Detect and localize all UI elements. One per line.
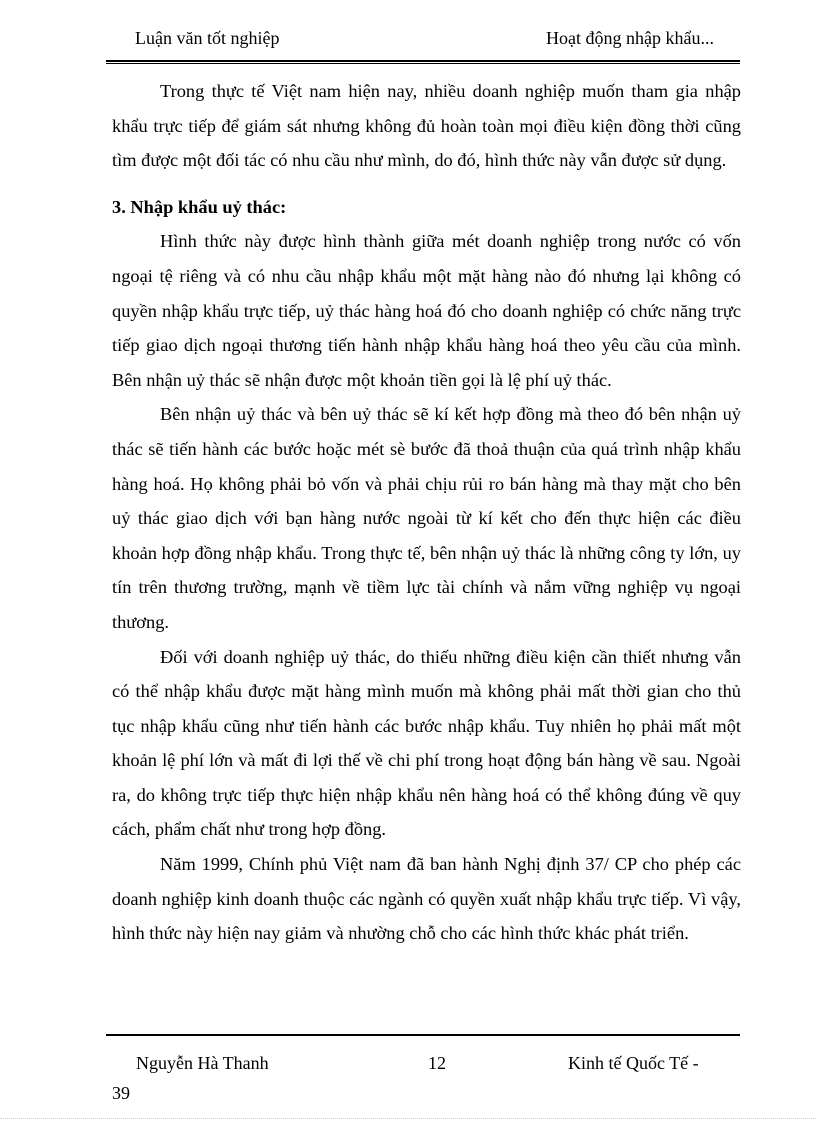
section-heading: 3. Nhập khẩu uỷ thác:: [112, 196, 287, 217]
paragraph-2: Hình thức này được hình thành giữa mét doanh nghiệp trong nước có vốn ngoại tệ riêng và có nhu cầu nhập khẩu một mặt hàng nào đó nhưng lại không có quyền nhập khẩu trực tiếp, uỷ thác hàng hoá đó cho doanh nghiệp có chức năng trực tiếp giao dịch ngoại thương tiến hành nhập khẩu hàng hoá theo yêu cầu của mình. Bên nhận uỷ thác sẽ nhận được một khoản tiền gọi là lệ phí uỷ thác.: [112, 231, 741, 390]
footer-author: Nguyễn Hà Thanh: [136, 1053, 269, 1073]
paragraph-3: Bên nhận uỷ thác và bên uỷ thác sẽ kí kết hợp đồng mà theo đó bên nhận uỷ thác sẽ tiến hành các bước hoặc mét sè bước đã thoả thuận của quá trình nhập khẩu hàng hoá. Họ không phải bỏ vốn và phải chịu rủi ro bán hàng mà thay mặt cho bên uỷ thác giao dịch với bạn hàng nước ngoài từ kí kết cho đến thực hiện các điều khoản hợp đồng nhập khẩu. Trong thực tế, bên nhận uỷ thác là những công ty lớn, uy tín trên thương trường, mạnh về tiềm lực tài chính và nắm vững nghiệp vụ ngoại thương.: [112, 404, 741, 632]
footer-class-number: 39: [112, 1083, 130, 1103]
page-number: 12: [428, 1053, 446, 1073]
footer-department: Kinh tế Quốc Tế -: [568, 1053, 699, 1073]
footer-rule: [106, 1034, 740, 1036]
header-chapter-title: Hoạt động nhập khẩu...: [546, 28, 714, 48]
paragraph-4: Đối với doanh nghiệp uỷ thác, do thiếu những điều kiện cần thiết nhưng vẫn có thể nhập khẩu được mặt hàng mình muốn mà không phải mất thời gian cho thủ tục nhập khẩu cũng như tiến hành các bước nhập khẩu. Tuy nhiên họ phải mất một khoản lệ phí lớn và mất đi lợi thế về chi phí trong hoạt động bán hàng về sau. Ngoài ra, do không trực tiếp thực hiện nhập khẩu nên hàng hoá có thể không đúng về quy cách, phẩm chất như trong hợp đồng.: [112, 646, 741, 840]
header-thesis-title: Luận văn tốt nghiệp: [135, 28, 280, 48]
paragraph-1: Trong thực tế Việt nam hiện nay, nhiều doanh nghiệp muốn tham gia nhập khẩu trực tiếp để giám sát nhưng không đủ hoàn toàn mọi điều kiện đồng thời cũng tìm được một đối tác có nhu cầu như mình, do đó, hình thức này vẫn được sử dụng.: [112, 81, 741, 171]
header-rule: [106, 60, 740, 62]
page-bottom-dotted-line: [0, 1118, 816, 1119]
header-rule-thin: [106, 63, 740, 64]
document-body: [112, 74, 741, 951]
page-header: [135, 28, 740, 54]
spacer: [112, 178, 741, 190]
paragraph-5: Năm 1999, Chính phủ Việt nam đã ban hành Nghị định 37/ CP cho phép các doanh nghiệp kinh doanh thuộc các ngành có quyền xuất nhập khẩu trực tiếp. Vì vậy, hình thức này hiện nay giảm và nhường chỗ cho các hình thức khác phát triển.: [112, 854, 741, 944]
